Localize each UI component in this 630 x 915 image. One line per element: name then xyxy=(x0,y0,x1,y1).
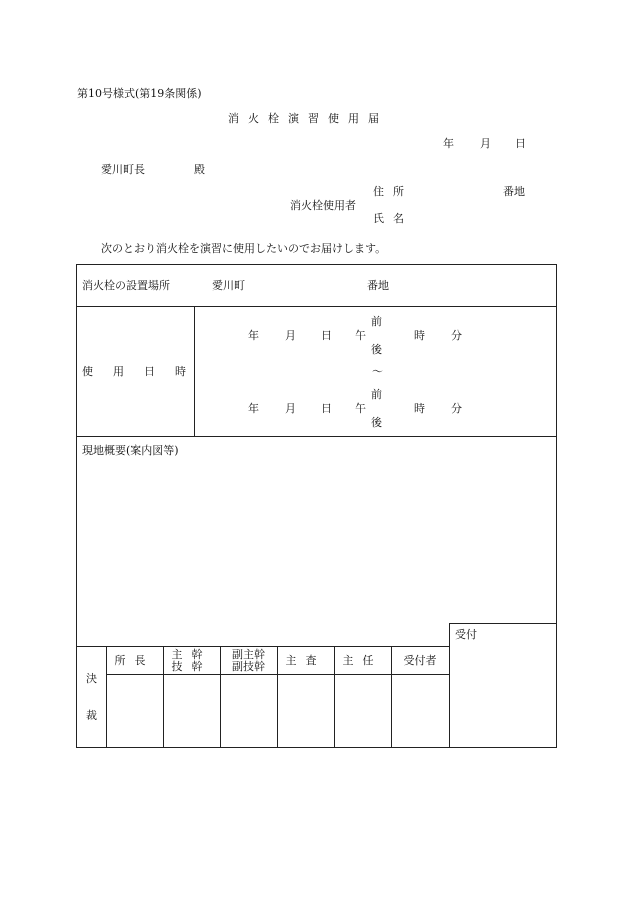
end-minute: 分 xyxy=(451,402,462,415)
start-month: 月 xyxy=(285,329,296,342)
location-suffix: 番地 xyxy=(367,279,389,292)
applicant-label: 消火栓使用者 xyxy=(290,199,356,212)
approval-col-chief-tech: 技幹 xyxy=(171,660,212,673)
approval-label-bottom: 裁 xyxy=(86,709,97,722)
approval-col-chief-admin: 主幹 xyxy=(171,648,212,661)
start-minute: 分 xyxy=(451,329,462,342)
approval-col-staff: 主任 xyxy=(342,654,383,667)
start-am: 前 xyxy=(371,315,382,328)
end-hour: 時 xyxy=(414,402,425,415)
end-month: 月 xyxy=(285,402,296,415)
addressee-name: 愛川町長 xyxy=(101,163,145,176)
location-label: 消火栓の設置場所 xyxy=(82,279,170,292)
reception-top-line xyxy=(449,623,557,624)
end-year: 年 xyxy=(248,402,259,415)
form-number: 第10号様式(第19条関係) xyxy=(77,87,202,100)
approval-col-deputy-admin: 副主幹 xyxy=(232,648,265,661)
approval-col-inspector: 主査 xyxy=(285,654,326,667)
approval-label-top: 決 xyxy=(86,672,97,685)
start-day: 日 xyxy=(321,329,332,342)
reception-left-line xyxy=(449,623,450,748)
range-separator: 〜 xyxy=(372,365,383,378)
overview-label: 現地概要(案内図等) xyxy=(82,444,179,457)
approval-col-receiver: 受付者 xyxy=(403,654,437,667)
row-divider xyxy=(76,436,557,437)
end-day: 日 xyxy=(321,402,332,415)
name-label: 氏名 xyxy=(373,212,413,225)
approval-top-line xyxy=(76,646,449,647)
row-divider xyxy=(76,306,557,307)
end-noon: 午 xyxy=(355,402,366,415)
start-year: 年 xyxy=(248,329,259,342)
datetime-label: 使用日時 xyxy=(82,365,206,378)
reception-label: 受付 xyxy=(455,628,477,641)
intro-text: 次のとおり消火栓を演習に使用したいのでお届けします。 xyxy=(101,242,387,255)
date-month: 月 xyxy=(480,137,491,150)
page-title: 消火栓演習使用届 xyxy=(228,112,388,125)
approval-col-director: 所長 xyxy=(114,654,155,667)
approval-col-deputy-tech: 副技幹 xyxy=(232,660,265,673)
address-label: 住所 xyxy=(373,185,413,198)
start-hour: 時 xyxy=(414,329,425,342)
location-town: 愛川町 xyxy=(212,279,245,292)
date-day: 日 xyxy=(515,137,526,150)
date-year: 年 xyxy=(443,137,454,150)
start-pm: 後 xyxy=(371,343,382,356)
end-am: 前 xyxy=(371,388,382,401)
addressee-honorific: 殿 xyxy=(194,163,205,176)
start-noon: 午 xyxy=(355,329,366,342)
application-table xyxy=(76,264,557,748)
address-suffix: 番地 xyxy=(503,185,525,198)
end-pm: 後 xyxy=(371,416,382,429)
